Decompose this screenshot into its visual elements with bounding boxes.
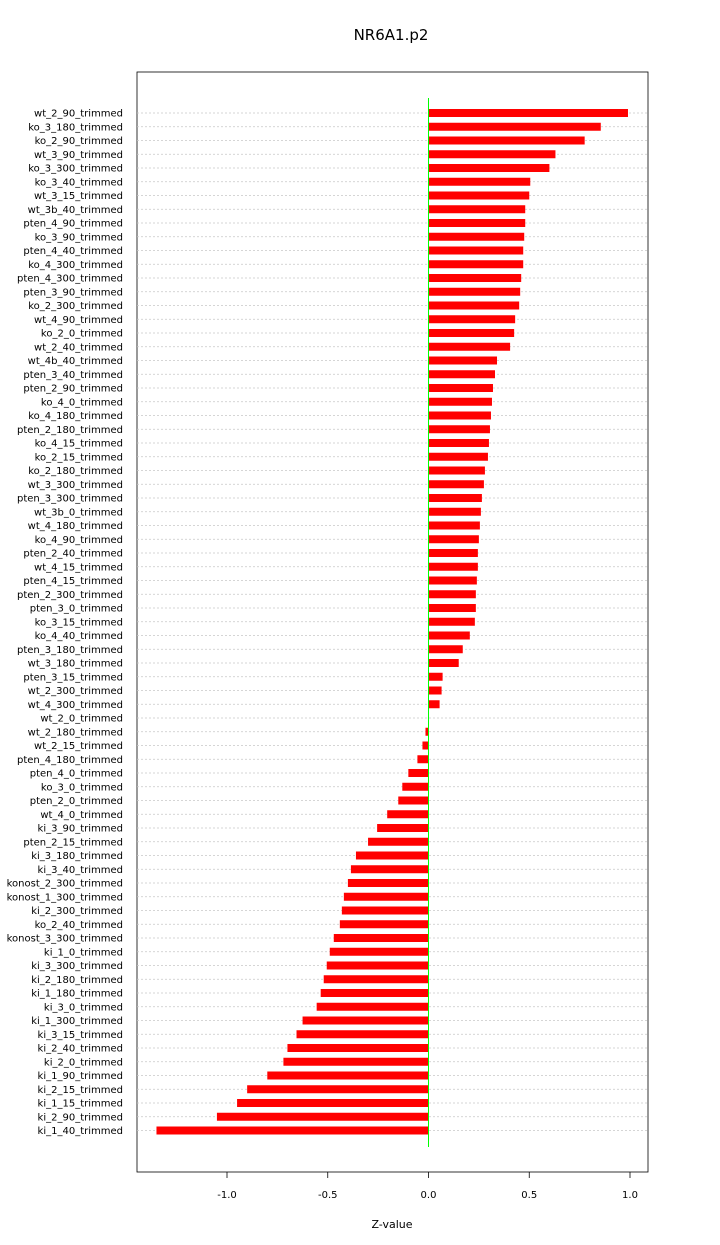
category-label: ko_4_90_trimmed [34, 534, 123, 546]
bar [429, 687, 442, 695]
category-label: wt_3_15_trimmed [34, 191, 123, 202]
category-label: pten_2_40_trimmed [23, 548, 123, 560]
category-label: pten_3_180_trimmed [16, 644, 123, 656]
category-label: wt_3_90_trimmed [34, 149, 123, 161]
category-label: pten_4_180_trimmed [16, 754, 123, 766]
category-label: wt_4_90_trimmed [34, 314, 123, 326]
category-label: pten_4_90_trimmed [23, 218, 123, 230]
category-label: wt_4_0_trimmed [40, 809, 123, 821]
bar [429, 549, 478, 557]
bar [429, 590, 476, 598]
category-label: ki_3_15_trimmed [37, 1029, 123, 1041]
bar [429, 150, 556, 158]
category-label: ko_3_0_trimmed [40, 782, 123, 794]
category-label: pten_3_40_trimmed [23, 369, 123, 381]
bar [429, 535, 479, 543]
bar [429, 522, 480, 530]
bar [429, 343, 511, 351]
bar [429, 645, 463, 653]
category-label: wt_4_15_trimmed [34, 562, 123, 574]
bar [398, 797, 428, 805]
category-label: ki_1_90_trimmed [37, 1071, 123, 1082]
category-label: ki_2_15_trimmed [37, 1084, 123, 1096]
bar [429, 604, 476, 612]
bar [429, 412, 491, 420]
category-label: ko_3_90_trimmed [34, 232, 123, 244]
bar [429, 577, 477, 585]
category-label: ki_1_300_trimmed [31, 1016, 123, 1027]
bar [340, 920, 429, 928]
bar [247, 1085, 428, 1093]
bar [429, 302, 520, 310]
bar [429, 370, 495, 378]
category-label: ki_3_300_trimmed [31, 961, 123, 972]
category-label: pten_4_300_trimmed [16, 273, 123, 285]
category-label: ki_3_40_trimmed [37, 864, 123, 876]
category-label: pten_3_0_trimmed [29, 603, 123, 615]
category-label: pten_3_90_trimmed [23, 287, 123, 299]
category-label: ki_3_0_trimmed [43, 1002, 123, 1014]
category-label: ko_4_15_trimmed [34, 438, 123, 450]
bar [429, 508, 481, 516]
bar [344, 893, 429, 901]
category-label: pten_4_15_trimmed [23, 576, 123, 587]
category-label: konost_1_300_trimmed [6, 892, 123, 904]
category-label: ko_2_0_trimmed [40, 328, 123, 340]
category-label: pten_2_180_trimmed [16, 424, 123, 436]
category-label: pten_4_40_trimmed [23, 246, 123, 257]
category-label: ko_3_180_trimmed [28, 122, 123, 134]
category-label: wt_3_180_trimmed [27, 658, 123, 670]
category-label: ki_1_40_trimmed [37, 1126, 123, 1137]
bar [429, 123, 601, 131]
bar [267, 1072, 428, 1080]
bar [429, 357, 498, 365]
bar [429, 192, 530, 200]
category-label: ki_2_40_trimmed [37, 1043, 123, 1055]
category-label: pten_3_300_trimmed [16, 493, 123, 505]
category-label: wt_3b_40_trimmed [27, 204, 123, 216]
bar [417, 755, 428, 763]
bar [297, 1030, 429, 1038]
bar [429, 164, 550, 172]
category-label: ko_3_40_trimmed [34, 177, 123, 189]
category-label: ki_2_300_trimmed [31, 906, 123, 917]
bar [327, 962, 429, 970]
category-label: ko_4_0_trimmed [40, 397, 123, 409]
category-label: ko_4_40_trimmed [34, 631, 123, 642]
category-label: ko_4_180_trimmed [28, 411, 123, 422]
bar [351, 865, 429, 873]
category-label: ki_2_90_trimmed [37, 1112, 123, 1124]
category-label: ko_2_40_trimmed [34, 919, 123, 931]
bar [317, 1003, 429, 1011]
bar [237, 1099, 428, 1107]
category-label: ki_1_180_trimmed [31, 988, 123, 1000]
category-label: konost_2_300_trimmed [6, 878, 123, 890]
category-label: ko_3_300_trimmed [28, 163, 123, 175]
category-label: wt_2_300_trimmed [27, 686, 123, 697]
bar [429, 425, 490, 433]
category-label: wt_2_40_trimmed [34, 342, 123, 354]
category-label: konost_3_300_trimmed [6, 933, 123, 945]
category-label: pten_4_0_trimmed [29, 768, 123, 780]
category-label: ki_2_180_trimmed [31, 974, 123, 986]
bar [356, 852, 429, 860]
bar [287, 1044, 428, 1052]
bar [408, 769, 428, 777]
bars [156, 98, 628, 1147]
bar [429, 384, 493, 392]
bar [429, 700, 440, 708]
bar [429, 329, 515, 337]
bar [429, 632, 470, 640]
category-label: pten_2_15_trimmed [23, 837, 123, 849]
category-label: ko_2_300_trimmed [28, 301, 123, 312]
bar [429, 673, 443, 681]
bar [342, 907, 429, 915]
category-label: pten_3_15_trimmed [23, 672, 123, 684]
bar [429, 274, 522, 282]
bar [429, 659, 459, 667]
bar [368, 838, 428, 846]
chart-title: NR6A1.p2 [353, 26, 429, 44]
category-label: pten_2_300_trimmed [16, 589, 123, 601]
category-label: ko_4_300_trimmed [28, 259, 123, 271]
bar [283, 1058, 428, 1066]
category-label: pten_2_0_trimmed [29, 796, 123, 807]
category-label: pten_2_90_trimmed [23, 383, 123, 395]
category-label: ki_3_90_trimmed [37, 823, 123, 835]
x-tick-label: 1.0 [622, 1190, 638, 1201]
category-label: wt_2_180_trimmed [27, 727, 123, 739]
bar [348, 879, 429, 887]
bar [429, 219, 526, 227]
bar [429, 178, 531, 186]
bar [377, 824, 428, 832]
x-tick-label: 0.0 [420, 1190, 437, 1201]
bar [334, 934, 429, 942]
category-label: ko_3_15_trimmed [34, 617, 123, 629]
bar [429, 109, 628, 117]
bar [429, 494, 482, 502]
bar [217, 1113, 429, 1121]
bar [429, 288, 521, 296]
bar [321, 989, 429, 997]
category-label: ki_3_180_trimmed [31, 851, 123, 862]
bar [429, 467, 485, 475]
category-label: ki_1_15_trimmed [37, 1098, 123, 1110]
bar [387, 810, 428, 818]
bar [324, 975, 429, 983]
category-label: wt_2_15_trimmed [34, 741, 123, 752]
bar [330, 948, 429, 956]
category-labels [7, 109, 123, 1138]
category-label: ko_2_90_trimmed [34, 136, 123, 147]
category-label: ki_1_0_trimmed [43, 947, 123, 959]
bar [429, 398, 492, 406]
category-label: wt_4_180_trimmed [27, 521, 123, 532]
x-axis [217, 1172, 638, 1201]
category-label: wt_2_90_trimmed [34, 108, 123, 120]
category-label: wt_4_300_trimmed [27, 699, 123, 711]
bar [429, 480, 484, 488]
bar [402, 783, 428, 791]
x-tick-label: -1.0 [217, 1190, 237, 1201]
bar [429, 233, 525, 241]
category-label: ko_2_15_trimmed [34, 452, 123, 464]
bar [429, 247, 524, 255]
category-label: wt_2_0_trimmed [40, 713, 123, 725]
bar [429, 453, 488, 461]
bar [429, 260, 524, 268]
bar [422, 742, 428, 750]
category-label: ki_2_0_trimmed [43, 1057, 123, 1069]
bar [429, 563, 478, 571]
bar [429, 618, 475, 626]
bar [429, 439, 489, 447]
bar [303, 1017, 429, 1025]
category-label: ko_2_180_trimmed [28, 466, 123, 477]
x-tick-label: 0.5 [521, 1190, 538, 1201]
category-label: wt_4b_40_trimmed [27, 356, 123, 367]
bar [429, 315, 516, 323]
x-axis-label: Z-value [371, 1218, 413, 1231]
category-label: wt_3_300_trimmed [27, 479, 123, 491]
x-tick-label: -0.5 [317, 1190, 338, 1201]
bar [156, 1127, 428, 1135]
bar [429, 205, 526, 213]
category-label: wt_3b_0_trimmed [34, 507, 123, 519]
bar [429, 137, 585, 145]
